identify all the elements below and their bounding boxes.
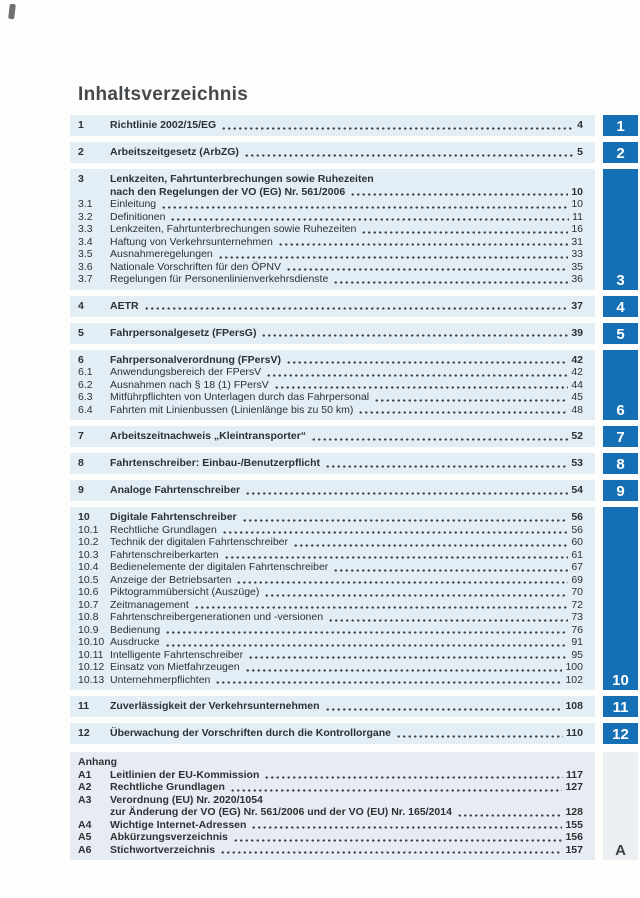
dot-leader [248, 656, 568, 659]
entry-title: Technik der digitalen Fahrtenschreiber [110, 536, 289, 548]
entry-page: 95 [571, 648, 583, 661]
entry-page: 61 [571, 548, 583, 561]
entry-title: zur Änderung der VO (EG) Nr. 561/2006 und der VO (EU) Nr. 165/2014 [110, 806, 452, 818]
entry-page: 48 [571, 403, 583, 416]
entry-page: 42 [571, 353, 583, 366]
chapter-tab-label: 7 [616, 429, 625, 446]
dot-leader [170, 218, 569, 221]
chapter-tab-label: 2 [616, 145, 625, 162]
entry-title: Stichwortverzeichnis [110, 843, 216, 856]
toc-entry [70, 844, 595, 857]
chapter-tab-label: 6 [616, 402, 625, 419]
toc-entry [70, 273, 595, 286]
dot-leader [251, 826, 562, 829]
dot-leader [244, 154, 574, 157]
entry-number: 10.4 [78, 561, 99, 573]
entry-number: 10 [78, 511, 90, 523]
toc-entry [70, 781, 595, 794]
entry-title: Fahrtenschreiber: Einbau-/Benutzerpflicht [110, 457, 321, 469]
entry-page: 76 [571, 623, 583, 636]
dot-leader [358, 411, 568, 414]
chapter-tab-label: 12 [612, 726, 629, 743]
entry-page: 155 [565, 818, 583, 831]
entry-number: 10.2 [78, 536, 99, 548]
toc-block [70, 169, 638, 290]
toc-block [70, 426, 638, 447]
toc-entry [70, 457, 595, 470]
entry-number: 10.10 [78, 636, 105, 648]
toc-entry [70, 211, 595, 224]
toc-band [70, 507, 595, 690]
entry-page: 53 [571, 457, 583, 469]
entry-page: 108 [565, 700, 583, 712]
dot-leader [233, 839, 563, 842]
entry-page: 100 [565, 661, 583, 673]
chapter-tab [603, 696, 638, 717]
chapter-tab [603, 507, 638, 690]
entry-page: 36 [571, 273, 583, 285]
toc-entry [70, 794, 595, 807]
tab-column [603, 350, 638, 421]
entry-title: Digitale Fahrtenschreiber [110, 511, 237, 523]
entry-title: Rechtliche Grundlagen [110, 523, 217, 536]
toc-band [70, 752, 595, 860]
toc-band [70, 169, 595, 290]
entry-title: Wichtige Internet-Adressen [110, 818, 247, 831]
entry-title: Einsatz von Mietfahrzeugen [110, 661, 240, 673]
entry-title: Einleitung [110, 198, 157, 210]
entry-page: 5 [577, 146, 583, 158]
dot-leader [165, 631, 568, 634]
entry-title: Mitführpflichten von Unterlagen durch das Fahrpersonal [110, 391, 370, 403]
entry-title: Ausnahmen nach § 18 (1) FPersV [110, 378, 269, 391]
dot-leader [264, 594, 568, 597]
toc-entry [70, 366, 595, 379]
entry-title: Fahrtenschreiberkarten [110, 548, 219, 561]
toc-band [70, 350, 595, 421]
entry-title: Intelligente Fahrtenschreiber [110, 648, 244, 661]
chapter-tab-label: 5 [616, 325, 625, 343]
entry-title: Richtlinie 2002/15/EG [110, 119, 217, 131]
toc-block [70, 696, 638, 717]
tab-column [603, 115, 638, 136]
entry-number: 3.4 [78, 235, 93, 248]
entry-page: 4 [577, 119, 583, 131]
toc-entry [70, 524, 595, 537]
entry-title: Zuverlässigkeit der Verkehrsunternehmen [110, 700, 320, 712]
toc-entry [70, 404, 595, 417]
entry-title: Lenkzeiten, Fahrtunterbrechungen sowie Ruhezeiten [110, 223, 357, 235]
chapter-tab-label: 10 [612, 672, 629, 689]
entry-number: A3 [78, 793, 92, 806]
entry-page: 42 [571, 366, 583, 378]
entry-number: 6 [78, 353, 84, 366]
toc-entry [70, 119, 595, 132]
entry-number: A5 [78, 831, 92, 843]
entry-number: A6 [78, 843, 92, 856]
toc-entry [70, 727, 595, 740]
toc-block [70, 115, 638, 136]
entry-page: 11 [572, 210, 583, 223]
entry-page: 33 [571, 248, 583, 260]
entry-title: Arbeitszeitnachweis „Kleintransporter“ [110, 430, 307, 442]
entry-title: Fahrpersonalverordnung (FPersV) [110, 353, 281, 366]
toc-band [70, 696, 595, 717]
dot-leader [236, 581, 568, 584]
entry-number: 10.7 [78, 598, 99, 611]
dot-leader [266, 374, 568, 377]
toc-block [70, 323, 638, 344]
chapter-tab-label: 9 [616, 483, 625, 500]
toc-entry [70, 379, 595, 392]
dot-leader [245, 669, 563, 672]
toc-entry [70, 636, 595, 649]
entry-page: 16 [571, 223, 583, 235]
entry-title: Abkürzungsverzeichnis [110, 831, 228, 843]
toc-entry [70, 248, 595, 261]
entry-title: Anwendungsbereich der FPersV [110, 366, 262, 378]
toc-block [70, 142, 638, 163]
entry-page: 72 [571, 598, 583, 611]
entry-number: 10.12 [78, 661, 105, 673]
entry-page: 128 [565, 806, 583, 818]
entry-number: 6.3 [78, 391, 93, 403]
entry-page: 39 [571, 326, 583, 339]
chapter-tab [603, 453, 638, 474]
dot-leader [224, 556, 569, 559]
entry-title: Bedienelemente der digitalen Fahrtenschreiber [110, 561, 329, 573]
dot-leader [333, 281, 568, 284]
tab-column [603, 480, 638, 501]
entry-page: 56 [571, 523, 583, 536]
entry-page: 52 [571, 430, 583, 442]
toc-block [70, 453, 638, 474]
dot-leader [328, 619, 568, 622]
toc-band [70, 480, 595, 501]
toc-blocks [70, 115, 638, 860]
tab-column [603, 723, 638, 744]
toc-entry [70, 146, 595, 159]
entry-number: 7 [78, 430, 84, 442]
dot-leader [333, 569, 568, 572]
toc-entry [70, 536, 595, 549]
toc-entry [70, 236, 595, 249]
entry-number: 3.3 [78, 223, 93, 235]
entry-number: A1 [78, 768, 92, 781]
toc-entry [70, 511, 595, 524]
entry-title: Fahrpersonalgesetz (FPersG) [110, 326, 257, 339]
entry-title: Fahrtenschreibergenerationen und -versionen [110, 611, 324, 623]
entry-page: 117 [566, 768, 583, 781]
entry-number: 10.9 [78, 623, 99, 636]
entry-title: Überwachung der Vorschriften durch die Kontrollorgane [110, 727, 392, 739]
entry-number: 1 [78, 119, 84, 131]
toc-entry [70, 261, 595, 274]
toc-entry [70, 599, 595, 612]
chapter-tab [603, 142, 638, 163]
chapter-tab [603, 115, 638, 136]
tab-column [603, 696, 638, 717]
entry-page: 60 [571, 536, 583, 548]
entry-title: Analoge Fahrtenschreiber [110, 484, 241, 496]
entry-page: 91 [571, 636, 583, 648]
entry-number: 3.2 [78, 210, 93, 223]
entry-page: 35 [571, 260, 583, 273]
tab-column [603, 296, 638, 317]
entry-page: 37 [571, 299, 583, 312]
tab-column [603, 453, 638, 474]
entry-title: Arbeitszeitgesetz (ArbZG) [110, 146, 239, 158]
dot-leader [261, 334, 568, 337]
entry-number: 10.8 [78, 611, 99, 623]
toc-entry [70, 831, 595, 844]
chapter-tab-label: 4 [616, 298, 625, 316]
scan-artifact [8, 4, 16, 20]
dot-leader [245, 492, 568, 495]
entry-page: 54 [571, 484, 583, 496]
tab-column [603, 169, 638, 290]
dot-leader [278, 243, 568, 246]
entry-title: Definitionen [110, 210, 166, 223]
entry-title: Ausdrucke [110, 636, 160, 648]
toc-band [70, 142, 595, 163]
chapter-tab [603, 480, 638, 501]
entry-number: 9 [78, 484, 84, 496]
toc-block [70, 350, 638, 421]
toc-entry [70, 756, 595, 769]
entry-title: Nationale Vorschriften für den ÖPNV [110, 260, 282, 273]
entry-title: Unternehmerpflichten [110, 673, 211, 686]
entry-number: 6.1 [78, 366, 93, 378]
chapter-tab-label: 1 [616, 118, 625, 135]
entry-number: 10.13 [78, 673, 105, 686]
entry-page: 127 [565, 781, 583, 793]
entry-page: 110 [566, 727, 583, 739]
toc-entry [70, 549, 595, 562]
dot-leader [274, 386, 569, 389]
chapter-tab [603, 296, 638, 317]
toc-entry [70, 611, 595, 624]
chapter-tab [603, 350, 638, 421]
toc-band [70, 453, 595, 474]
entry-title: Anzeige der Betriebsarten [110, 573, 232, 586]
entry-title: Zeitmanagement [110, 598, 189, 611]
dot-leader [194, 606, 569, 609]
toc-block [70, 296, 638, 317]
tab-column [603, 507, 638, 690]
entry-page: 70 [571, 586, 583, 598]
toc-block [70, 752, 638, 860]
chapter-tab-label: 3 [616, 271, 625, 289]
entry-page: 156 [565, 831, 583, 843]
toc-entry [70, 430, 595, 443]
tab-column [603, 142, 638, 163]
entry-number: 10.1 [78, 523, 99, 536]
dot-leader [325, 465, 568, 468]
dot-leader [221, 127, 574, 130]
entry-page: 67 [571, 561, 583, 573]
dot-leader [222, 531, 568, 534]
tab-column [603, 426, 638, 447]
dot-leader [396, 735, 563, 738]
dot-leader [218, 256, 569, 259]
toc-entry [70, 561, 595, 574]
entry-page: 10 [571, 185, 583, 198]
entry-number: 8 [78, 457, 84, 469]
toc-entry [70, 700, 595, 713]
dot-leader [457, 814, 563, 817]
entry-number: Anhang [78, 756, 118, 768]
toc-entry [70, 649, 595, 662]
toc-band [70, 115, 595, 136]
entry-page: 69 [571, 573, 583, 586]
toc-entry [70, 674, 595, 687]
entry-title: Piktogrammübersicht (Auszüge) [110, 586, 260, 598]
toc-block [70, 480, 638, 501]
chapter-tab-label: 11 [612, 699, 629, 716]
toc-band [70, 296, 595, 317]
entry-number: A2 [78, 781, 92, 793]
chapter-tab [603, 169, 638, 290]
entry-number: 6.4 [78, 403, 93, 416]
tab-column [603, 752, 638, 860]
entry-page: 31 [571, 235, 583, 248]
entry-page: 157 [565, 843, 583, 856]
toc-band [70, 426, 595, 447]
dot-leader [361, 231, 568, 234]
toc-entry [70, 819, 595, 832]
chapter-tab-label: A [615, 842, 626, 859]
entry-page: 73 [571, 611, 583, 623]
dot-leader [286, 268, 568, 271]
dot-leader [311, 438, 568, 441]
entry-number: 6.2 [78, 378, 93, 391]
entry-number: 3.5 [78, 248, 93, 260]
toc-entry [70, 661, 595, 674]
toc-entry [70, 769, 595, 782]
entry-title: Lenkzeiten, Fahrtunterbrechungen sowie Ruhezeiten [110, 173, 374, 185]
toc-entry [70, 173, 595, 186]
toc-entry [70, 198, 595, 211]
dot-leader [242, 519, 569, 522]
entry-number: 11 [78, 700, 90, 712]
entry-number: 2 [78, 146, 84, 158]
entry-title: Verordnung (EU) Nr. 2020/1054 [110, 793, 263, 806]
entry-title: Rechtliche Grundlagen [110, 781, 225, 793]
entry-number: 10.3 [78, 548, 99, 561]
toc-entry [70, 574, 595, 587]
entry-number: 4 [78, 299, 84, 312]
dot-leader [293, 544, 568, 547]
dot-leader [325, 708, 563, 711]
toc-entry [70, 391, 595, 404]
toc-entry [70, 354, 595, 367]
entry-number: 12 [78, 727, 90, 739]
toc-entry [70, 300, 595, 313]
toc-entry [70, 484, 595, 497]
entry-number: 10.11 [78, 648, 104, 661]
entry-title: Haftung von Verkehrsunternehmen [110, 235, 273, 248]
toc-block [70, 507, 638, 690]
dot-leader [165, 644, 569, 647]
entry-page: 102 [565, 673, 583, 686]
dot-leader [374, 399, 568, 402]
toc-entry [70, 624, 595, 637]
toc-entry [70, 586, 595, 599]
entry-page: 45 [571, 391, 583, 403]
page-title: Inhaltsverzeichnis [78, 84, 249, 105]
dot-leader [286, 361, 568, 364]
chapter-tab [603, 426, 638, 447]
chapter-tab [603, 323, 638, 344]
dot-leader [215, 681, 562, 684]
entry-title: Ausnahmeregelungen [110, 248, 213, 260]
toc-block [70, 723, 638, 744]
entry-number: 10.5 [78, 573, 99, 586]
toc-entry [70, 223, 595, 236]
toc-entry [70, 186, 595, 199]
entry-number: 5 [78, 326, 84, 339]
entry-title: nach den Regelungen der VO (EG) Nr. 561/2006 [110, 185, 346, 198]
entry-page: 44 [571, 378, 583, 391]
entry-title: Regelungen für Personenlinienverkehrsdienste [110, 273, 329, 285]
toc-entry [70, 806, 595, 819]
entry-page: 56 [571, 511, 583, 523]
entry-number: 3.1 [78, 198, 93, 210]
entry-number: 3 [78, 173, 84, 185]
tab-column [603, 323, 638, 344]
dot-leader [144, 307, 569, 310]
entry-title: Leitlinien der EU-Kommission [110, 768, 260, 781]
dot-leader [161, 206, 568, 209]
toc-band [70, 723, 595, 744]
dot-leader [230, 789, 563, 792]
dot-leader [350, 193, 568, 196]
entry-title: Fahrten mit Linienbussen (Linienlänge bis zu 50 km) [110, 403, 354, 416]
entry-page: 10 [571, 198, 583, 210]
toc-entry [70, 327, 595, 340]
entry-title: AETR [110, 299, 139, 312]
chapter-tab [603, 752, 638, 860]
entry-number: 3.7 [78, 273, 93, 285]
entry-title: Bedienung [110, 623, 161, 636]
entry-number: 3.6 [78, 260, 93, 273]
dot-leader [264, 776, 563, 779]
entry-number: A4 [78, 818, 92, 831]
entry-number: 10.6 [78, 586, 99, 598]
toc-band [70, 323, 595, 344]
chapter-tab-label: 8 [616, 456, 625, 473]
dot-leader [220, 851, 562, 854]
chapter-tab [603, 723, 638, 744]
